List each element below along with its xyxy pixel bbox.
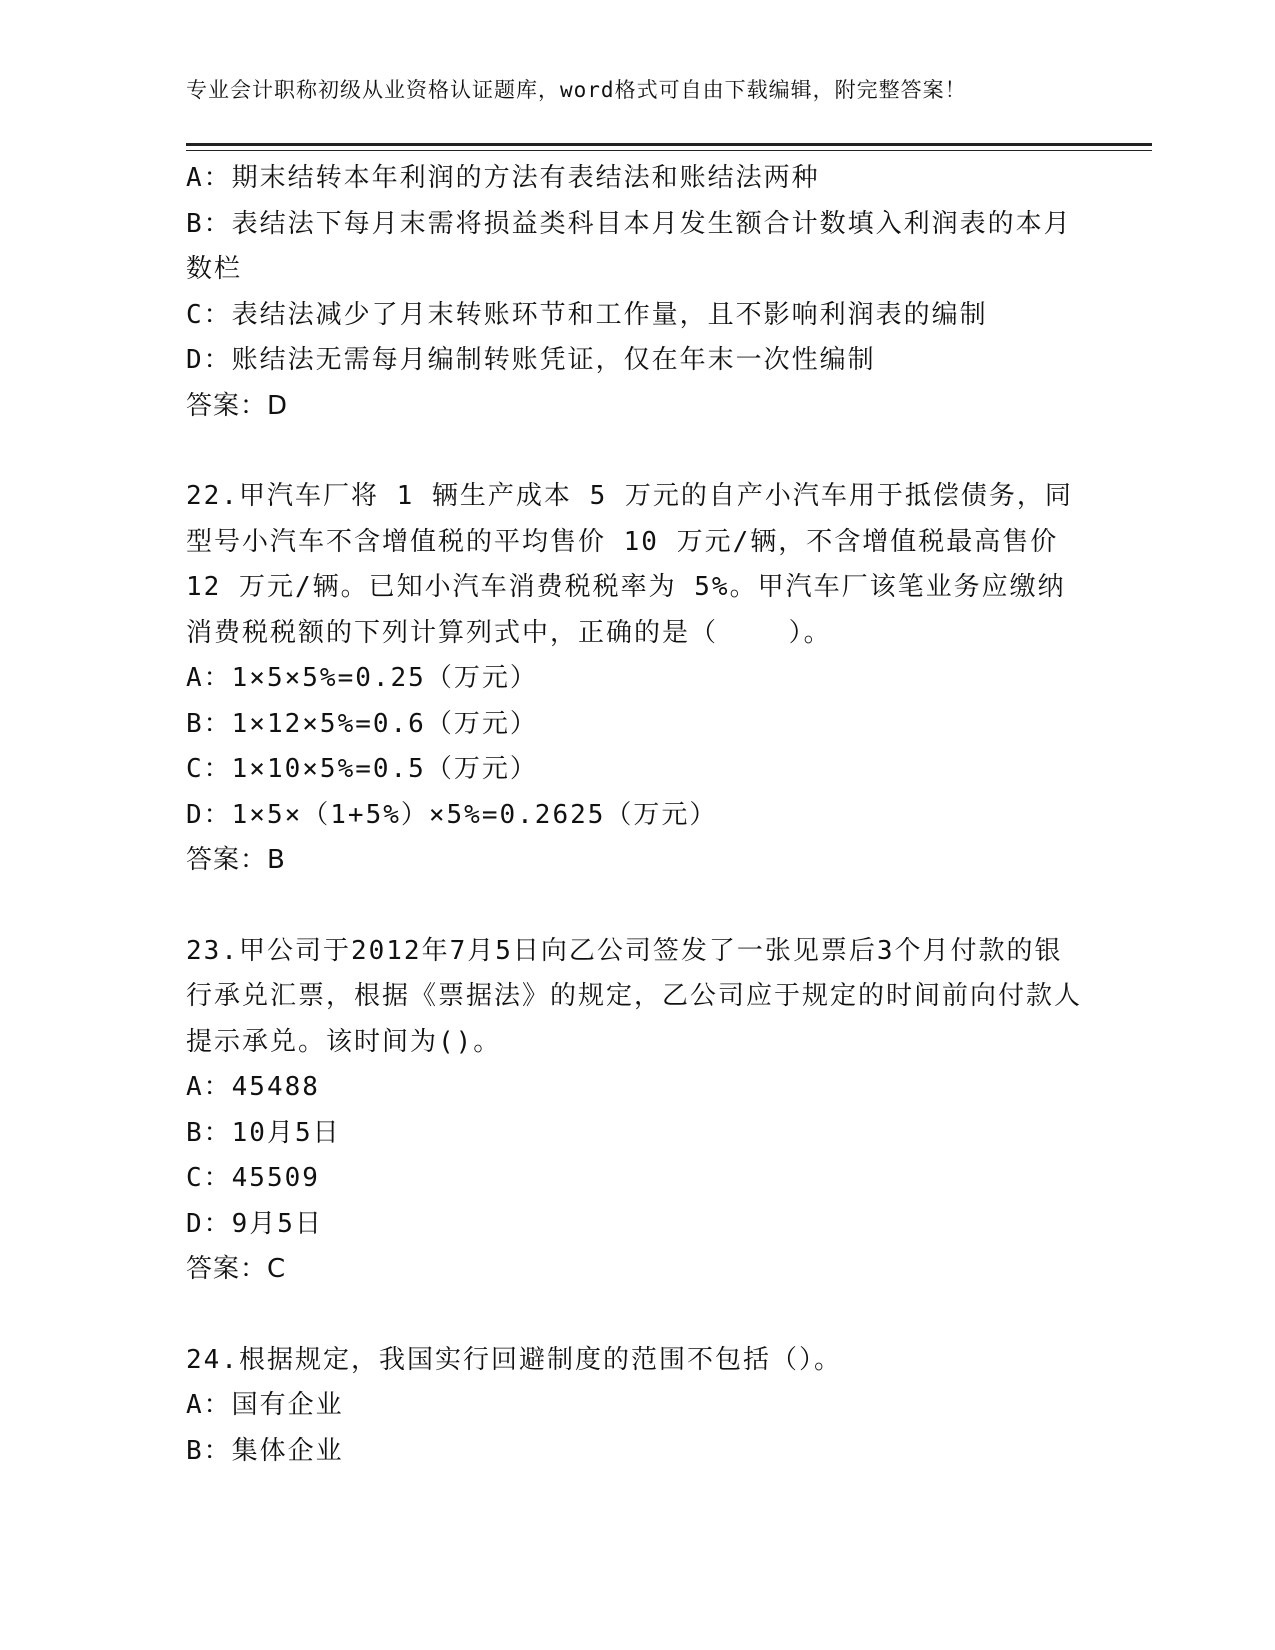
option-a: A：国有企业 (186, 1390, 344, 1420)
answer: 答案：C (186, 1254, 287, 1284)
header-rule-thick (186, 143, 1152, 146)
option-d: D：1×5×（1+5%）×5%=0.2625（万元） (186, 799, 718, 830)
question-stem: 23.甲公司于2012年7月5日向乙公司签发了一张见票后3个月付款的银行承兑汇票，根据《票据法》的规定，乙公司应于规定的时间前向付款人提示承兑。该时间为()。 (186, 935, 1083, 1057)
option-d: D：账结法无需每月编制转账凭证，仅在年末一次性编制 (186, 345, 876, 375)
option-c: C：表结法减少了月末转账环节和工作量，且不影响利润表的编制 (186, 299, 988, 330)
option-d: D：9月5日 (186, 1208, 323, 1239)
option-a: A：1×5×5%=0.25（万元） (186, 663, 538, 693)
option-c: C：1×10×5%=0.5（万元） (186, 754, 538, 784)
page-header: 专业会计职称初级从业资格认证题库，word格式可自由下载编辑，附完整答案！ (186, 78, 967, 102)
option-c: C：45509 (186, 1163, 320, 1193)
option-b: B：1×12×5%=0.6（万元） (186, 708, 538, 739)
question-24 (186, 1338, 1086, 1475)
question-stem: 22.甲汽车厂将 1 辆生产成本 5 万元的自产小汽车用于抵偿债务，同型号小汽车不含增值税的平均售价 10 万元/辆，不含增值税最高售价 12 万元/辆。已知小汽车消费税税率为 5%。甲汽车厂该笔业务应缴纳消费税税额的下列计算列式中，正确的是（ ）。 (186, 481, 1076, 648)
header-rule-thin (186, 150, 1152, 151)
question-stem: 24.根据规定，我国实行回避制度的范围不包括（）。 (186, 1344, 842, 1375)
option-b: B：表结法下每月末需将损益类科目本月发生额合计数填入利润表的本月数栏 (186, 208, 1072, 284)
question-21 (186, 156, 1086, 429)
option-a: A：期末结转本年利润的方法有表结法和账结法两种 (186, 163, 820, 193)
question-list (186, 156, 1086, 1474)
answer: 答案：D (186, 390, 289, 421)
answer: 答案：B (186, 845, 286, 875)
question-23 (186, 929, 1086, 1293)
option-b: B：集体企业 (186, 1435, 344, 1466)
question-22 (186, 474, 1086, 884)
option-b: B：10月5日 (186, 1117, 341, 1148)
option-a: A：45488 (186, 1072, 320, 1102)
